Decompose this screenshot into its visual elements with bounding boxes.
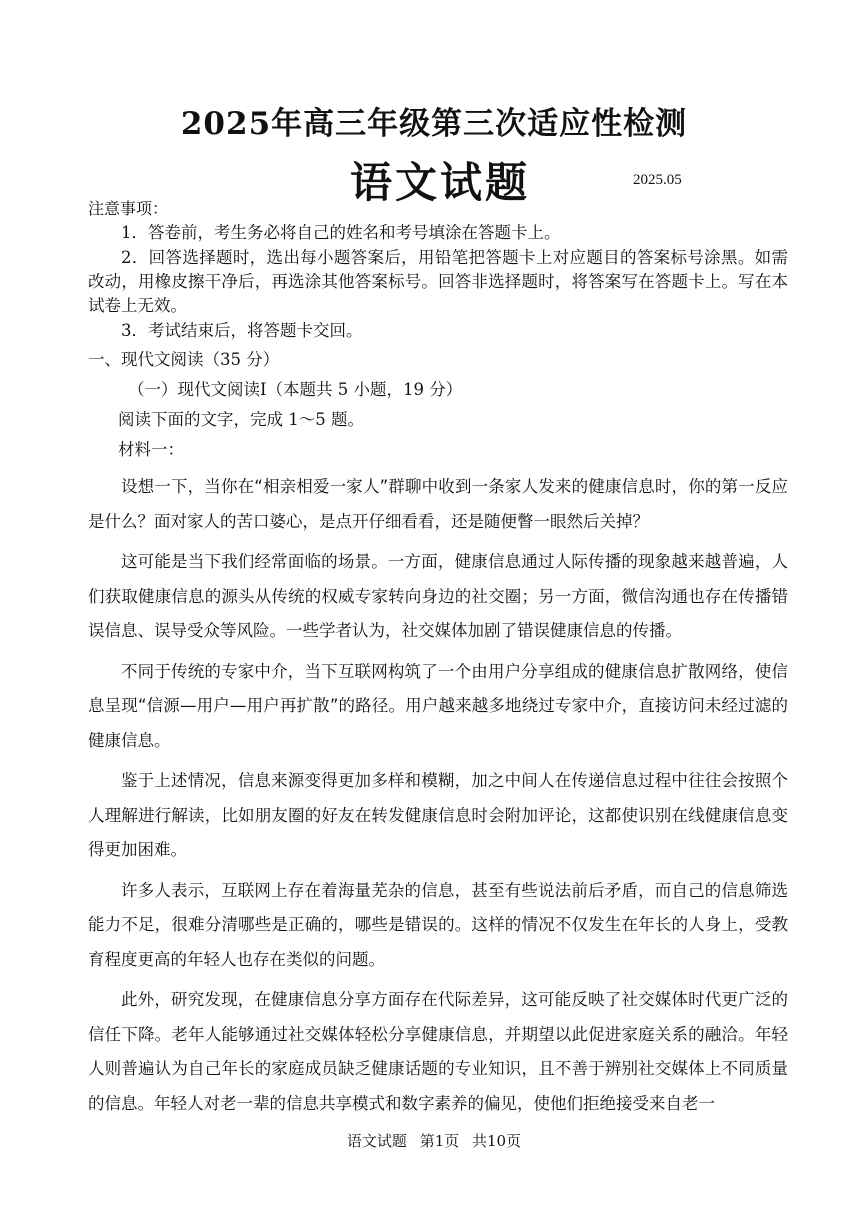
passage-paragraph-2: 这可能是当下我们经常面临的场景。一方面，健康信息通过人际传播的现象越来越普遍，人们获取健康信息的源头从传统的权威专家转向身边的社交圈；另一方面，微信沟通也存在传播错误信息、误导受众等风险。一些学者认为，社交媒体加剧了错误健康信息的传播。 <box>88 552 788 640</box>
passage-paragraph-6: 此外，研究发现，在健康信息分享方面存在代际差异，这可能反映了社交媒体时代更广泛的信任下降。老年人能够通过社交媒体轻松分享健康信息，并期望以此促进家庭关系的融洽。年轻人则普遍认为自己年长的家庭成员缺乏健康话题的专业知识，且不善于辨别社交媒体上不同质量的信息。年轻人对老一辈的信息共享模式和数字素养的偏见，使他们拒绝接受来自老一 <box>88 990 788 1113</box>
footer-total-pages: 共10页 <box>472 1132 522 1150</box>
subject-title: 语文试题 <box>350 158 531 207</box>
page-footer <box>0 1130 868 1151</box>
notice-item-3: 3．考试结束后，将答题卡交回。 <box>121 321 363 340</box>
passage-paragraph-5: 许多人表示，互联网上存在着海量芜杂的信息，甚至有些说法前后矛盾，而自己的信息筛选能力不足，很难分清哪些是正确的，哪些是错误的。这样的情况不仅发生在年长的人身上，受教育程度更高的年轻人也存在类似的问题。 <box>88 880 788 969</box>
exam-title: 2025年高三年级第三次适应性检测 <box>180 106 688 142</box>
passage-paragraph-1: 设想一下，当你在“相亲相爱一家人”群聊中收到一条家人发来的健康信息时，你的第一反应是什么？面对家人的苦口婆心，是点开仔细看看，还是随便瞥一眼然后关掉？ <box>88 477 788 531</box>
subsection-heading: （一）现代文阅读Ⅰ（本题共 5 小题，19 分） <box>128 380 463 399</box>
passage-paragraph-4: 鉴于上述情况，信息来源变得更加多样和模糊，加之中间人在传递信息过程中往往会按照个人理解进行解读，比如朋友圈的好友在转发健康信息时会附加评论，这都使识别在线健康信息变得更加困难。 <box>88 771 788 859</box>
footer-subject: 语文试题 <box>346 1132 407 1150</box>
passage-paragraph-3: 不同于传统的专家中介，当下互联网构筑了一个由用户分享组成的健康信息扩散网络，使信息呈现“信源—用户—用户再扩散”的路径。用户越来越多地绕过专家中介，直接访问未经过滤的健康信息。 <box>88 661 788 750</box>
exam-date: 2025.05 <box>633 172 682 188</box>
notice-item-2: 2．回答选择题时，选出每小题答案后，用铅笔把答题卡上对应题目的答案标号涂黑。如需改动，用橡皮擦干净后，再选涂其他答案标号。回答非选择题时，将答案写在答题卡上。写在本试卷上无效。 <box>88 248 788 315</box>
notice-heading: 注意事项： <box>88 199 169 218</box>
reading-passage <box>88 470 788 1121</box>
section-heading: 一、现代文阅读（35 分） <box>88 350 280 369</box>
notice-item-1: 1．答卷前，考生务必将自己的姓名和考号填涂在答题卡上。 <box>121 223 561 242</box>
material-label: 材料一： <box>118 440 184 459</box>
footer-page-number: 第1页 <box>419 1132 460 1150</box>
reading-instruction: 阅读下面的文字，完成 1～5 题。 <box>118 410 364 429</box>
page-content <box>88 197 788 1127</box>
